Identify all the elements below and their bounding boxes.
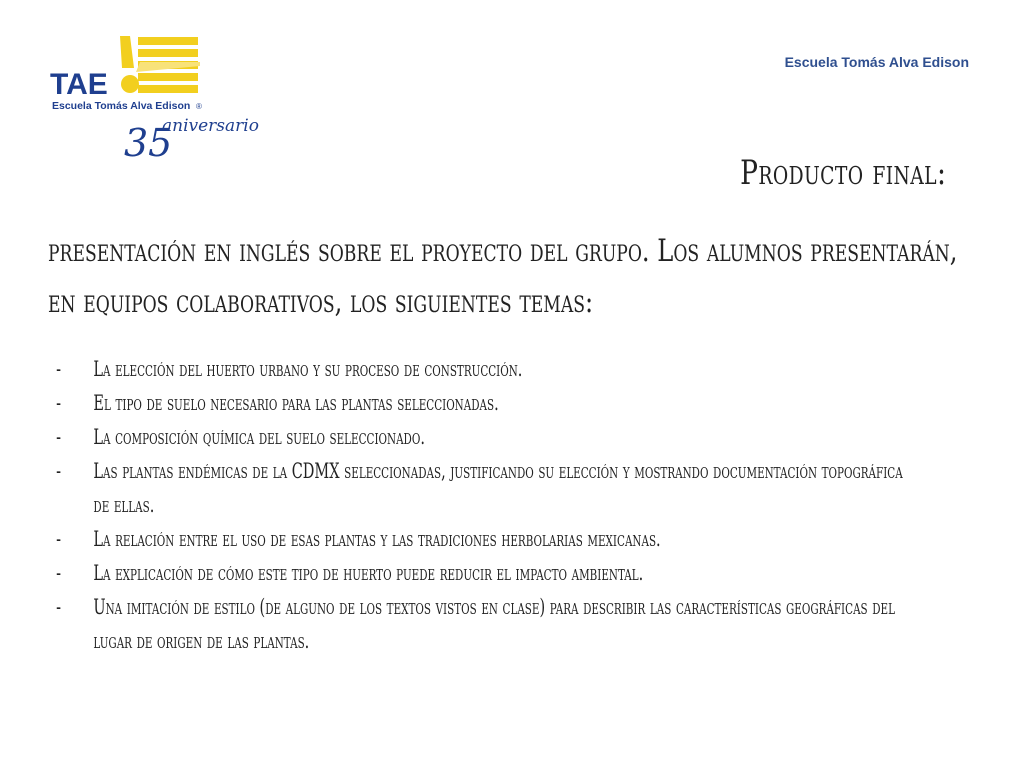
bullet-dash: - [56, 425, 62, 449]
topic-text: El tipo de suelo necesario para las plantas seleccionadas. [93, 391, 499, 415]
logo-anniversary-number: 35 [124, 121, 173, 164]
list-item [52, 522, 915, 556]
list-item [52, 352, 915, 386]
sun-rays-icon [120, 36, 200, 93]
bullet-dash: - [56, 595, 62, 619]
logo-school-name: Escuela Tomás Alva Edison [52, 100, 191, 112]
header-school-name: Escuela Tomás Alva Edison [784, 54, 969, 70]
bullet-dash: - [56, 561, 62, 585]
list-item [52, 556, 915, 590]
topic-text: Una imitación de estilo (de alguno de los textos vistos en clase) para describir las características geográficas del lugar de origen de las plantas. [93, 595, 895, 653]
topic-text: Las plantas endémicas de la CDMX seleccionadas, justificando su elección y mostrando documentación topográfica de ellas. [93, 459, 903, 517]
bullet-dash: - [56, 459, 62, 483]
topic-text: La composición química del suelo seleccionado. [93, 425, 425, 449]
logo-graphic [44, 32, 306, 164]
topics-list [52, 352, 915, 658]
bullet-dash: - [56, 527, 62, 551]
logo-anniversary-word: aniversario [162, 116, 259, 136]
topic-text: La explicación de cómo este tipo de huerto puede reducir el impacto ambiental. [93, 561, 644, 585]
intro-paragraph: presentación en inglés sobre el proyecto del grupo. Los alumnos presentarán, en equipos colaborativos, los siguientes temas: [48, 233, 958, 320]
topic-text: La elección del huerto urbano y su proceso de construcción. [93, 357, 523, 381]
bullet-dash: - [56, 391, 62, 415]
school-logo [44, 32, 306, 164]
list-item [52, 590, 915, 658]
topic-text: La relación entre el uso de esas plantas y las tradiciones herbolarias mexicanas. [93, 527, 661, 551]
list-item [52, 386, 915, 420]
logo-registered-mark: ® [196, 102, 202, 111]
list-item [52, 420, 915, 454]
list-item [52, 454, 915, 522]
page-title: Producto final: [739, 153, 946, 193]
bullet-dash: - [56, 357, 62, 381]
logo-acronym: TAE [50, 68, 108, 101]
